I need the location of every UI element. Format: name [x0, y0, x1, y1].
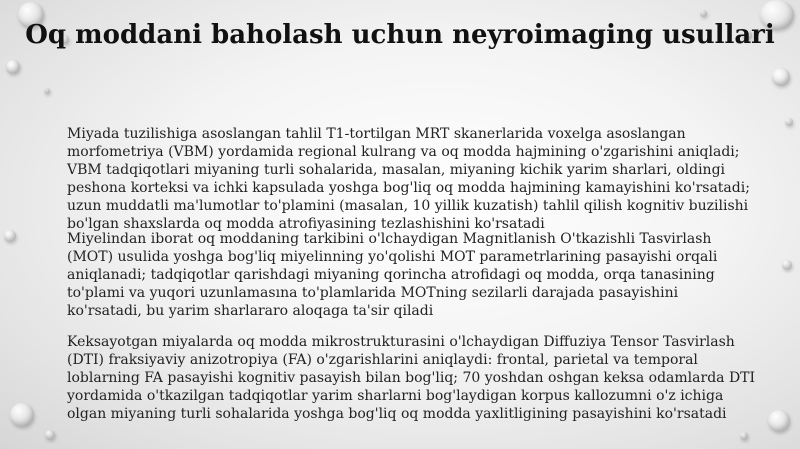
slide-title: Oq moddani baholash uchun neyroimaging usullari: [25, 20, 775, 50]
water-droplet-decoration: [4, 230, 16, 242]
water-droplet-decoration: [45, 430, 55, 440]
water-droplet-decoration: [740, 432, 748, 440]
water-droplet-decoration: [44, 88, 50, 94]
water-droplet-decoration: [782, 260, 792, 270]
water-droplet-decoration: [772, 68, 790, 86]
water-droplet-decoration: [700, 10, 707, 17]
body-paragraph-dti: Keksayotgan miyalarda oq modda mikrostrukturasini o'lchaydigan Diffuziya Tensor Tasvirlash (DTI) fraksiyaviy anizotropiya (FA) o'zgarishlarini aniqlaydi: frontal, parietal va temporal loblarning FA pasayishi kognitiv pasayish bilan bog'liq; 70 yoshdan oshgan keksa odamlarda DTI yordamida o'tkazilgan tadqiqotlar yarim sharlarni bog'laydigan korpus kallozumni o'z ichiga olgan miyaning turli sohalarida yoshga bog'liq oq modda yaxlitligining pasayishini ko'rsatadi: [67, 334, 756, 422]
water-droplet-decoration: [6, 60, 20, 74]
body-paragraph-vbm: Miyada tuzilishiga asoslangan tahlil T1-tortilgan MRT skanerlarida voxelga asoslangan morfometriya (VBM) yordamida regional kulrang va oq modda hajmining o'zgarishini aniqladi; VBM tadqiqotlari miyaning turli sohalarida, masalan, miyaning kichik yarim sharlari, oldingi peshona korteksi va ichki kapsulada yoshga bog'liq oq modda hajmining kamayishini ko'rsatadi; uzun muddatli ma'lumotlar to'plamini (masalan, 10 yillik kuzatish) tahlil qilish kognitiv buzilishi bo'lgan shaxslarda oq modda atrofiyasining tezlashishini ko'rsatadi: [67, 126, 750, 232]
water-droplet-decoration: [768, 410, 790, 432]
body-paragraph-mot: Miyelindan iborat oq moddaning tarkibini o'lchaydigan Magnitlanish O'tkazishli Tasvirlash (MOT) usulida yoshga bog'liq miyelinning yo'qolishi MOT parametrlarining pasayishi orqali aniqlanadi; tadqiqotlar qarishdagi miyaning qorincha atrofidagi oq modda, orqa tanasining to'plami va yuqori uzunlamasına to'plamlarida MOTning sezilarli darajada pasayishini ko'rsatadi, bu yarim sharlararo aloqaga ta'sir qiladi: [67, 231, 718, 319]
water-droplet-decoration: [10, 403, 34, 427]
water-droplet-decoration: [785, 118, 793, 126]
